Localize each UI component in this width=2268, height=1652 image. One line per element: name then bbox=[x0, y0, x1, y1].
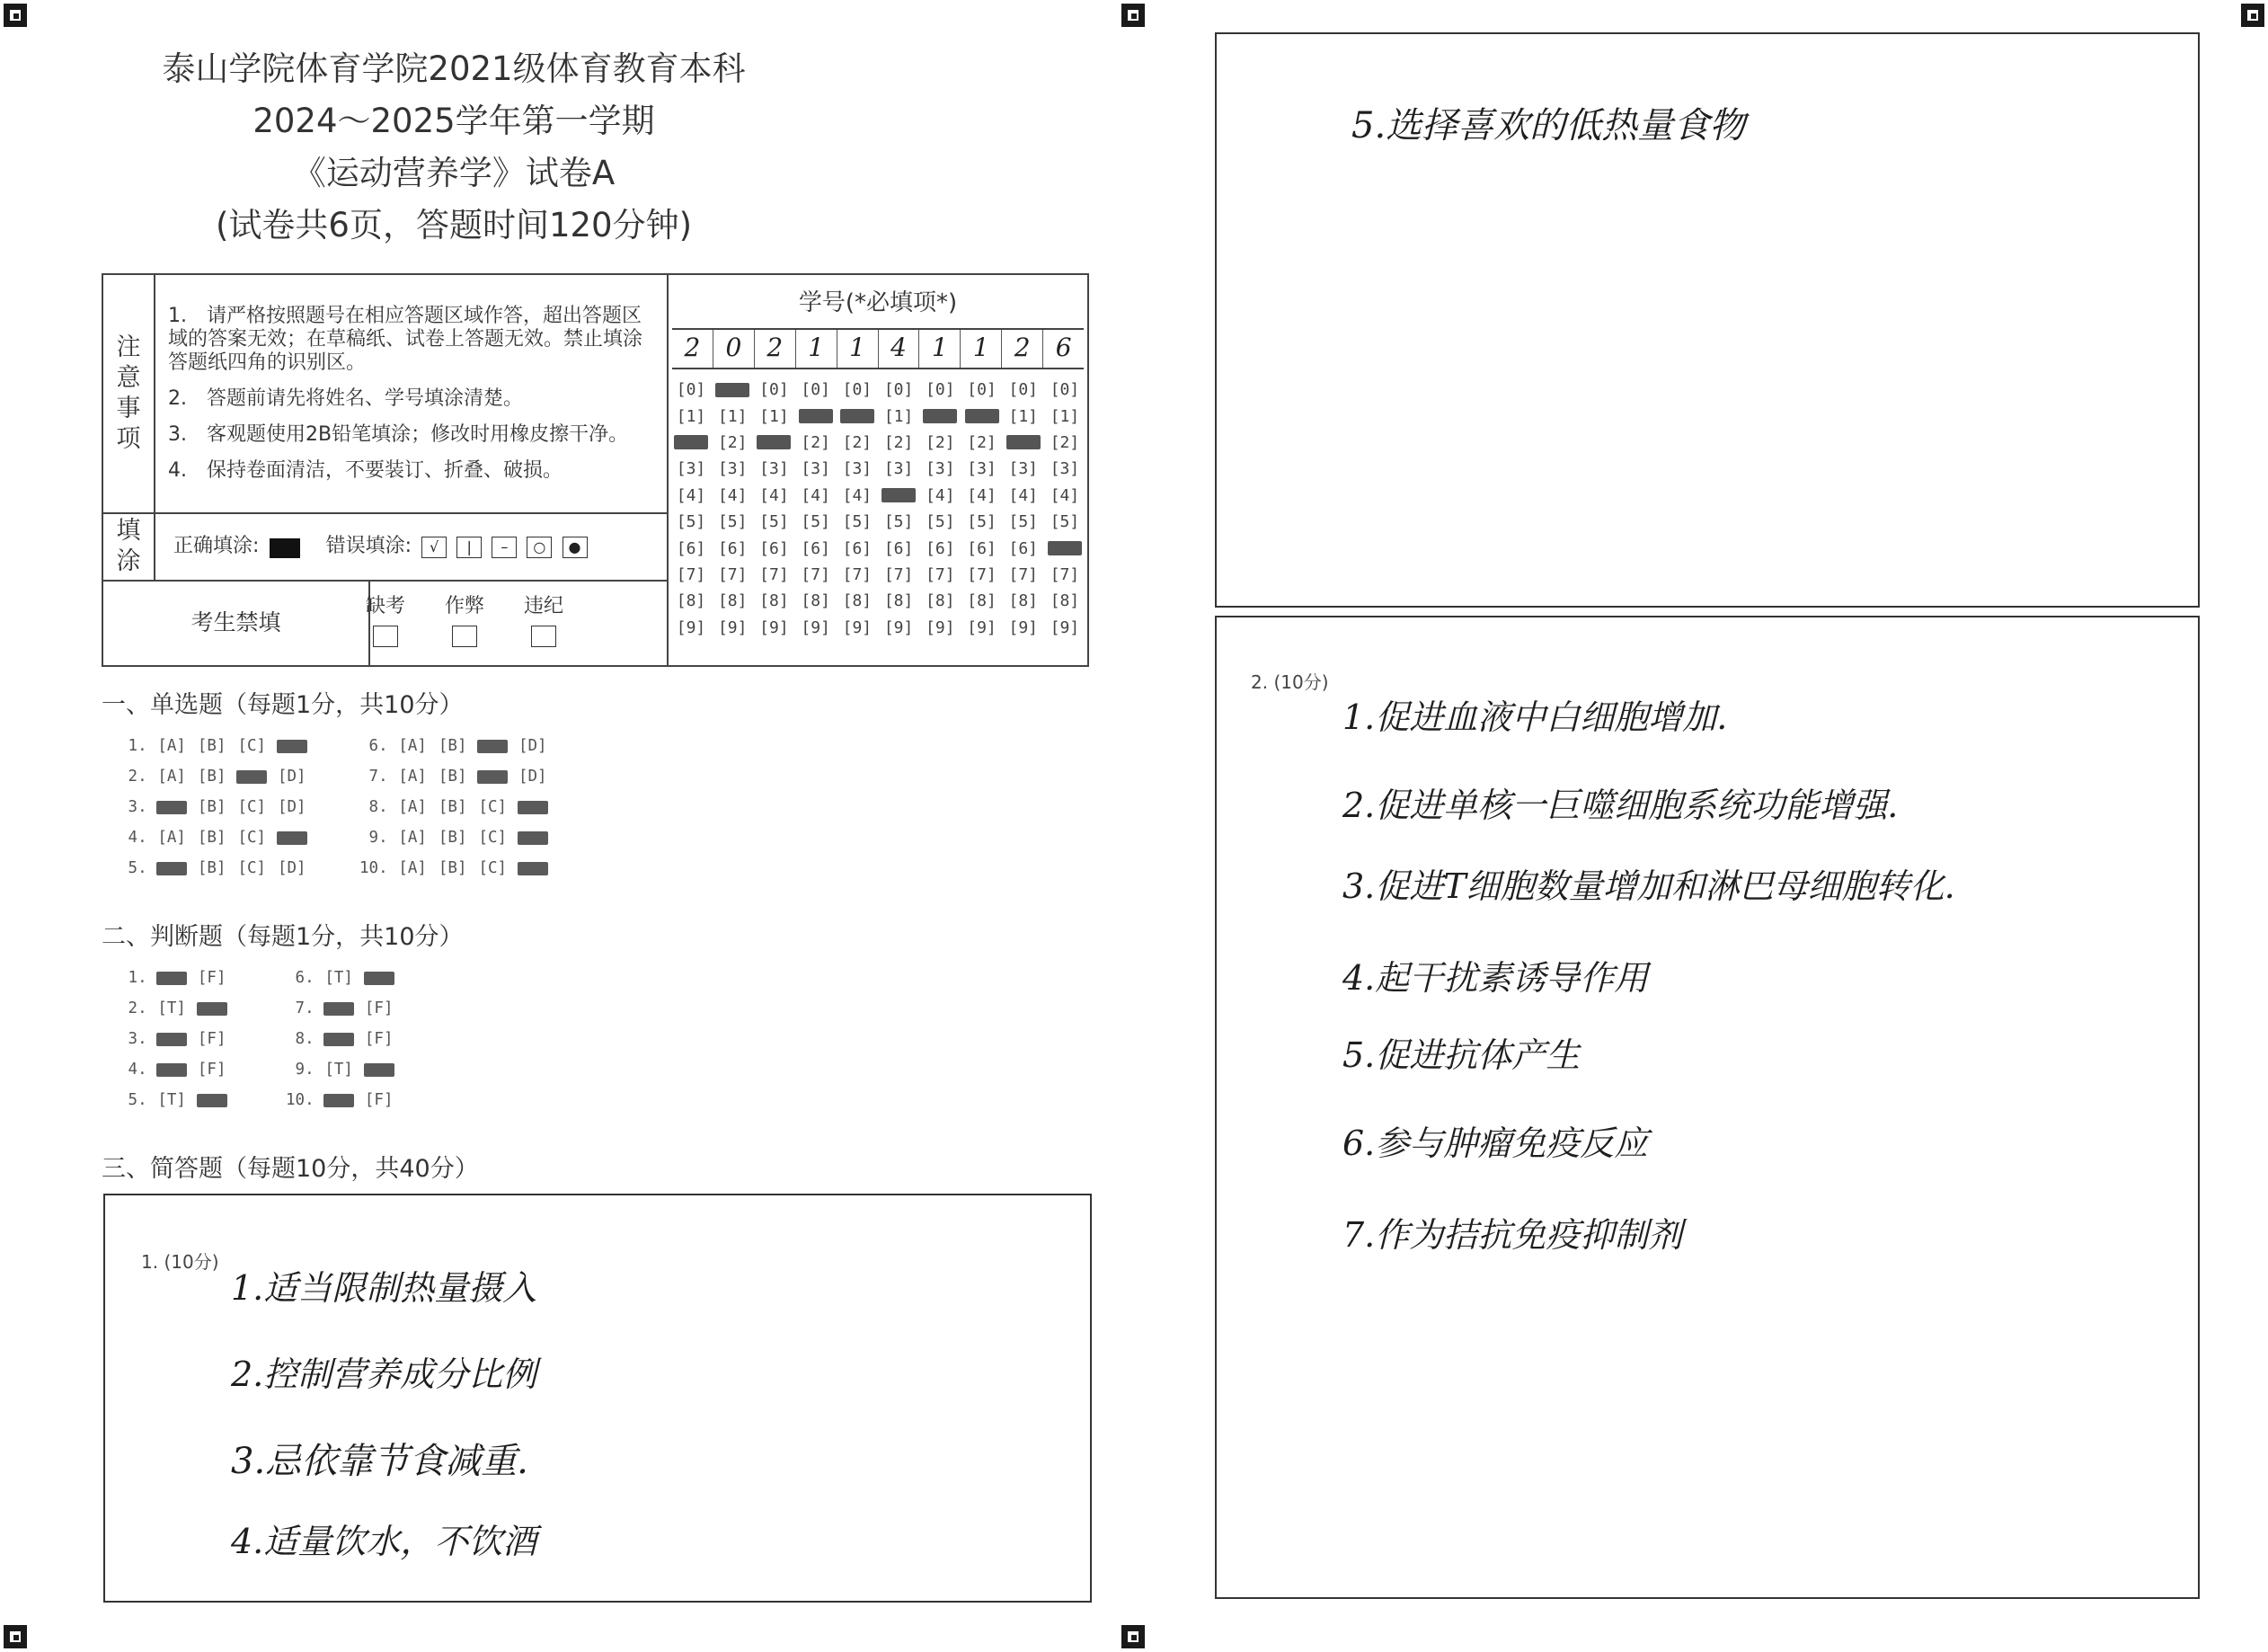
student-id-bubble[interactable]: [2] bbox=[926, 432, 955, 452]
section2-title: 二、判断题（每题1分，共10分） bbox=[102, 923, 464, 951]
question-number: 9. bbox=[286, 1061, 324, 1079]
student-id-bubble[interactable]: [0] bbox=[1050, 380, 1080, 400]
student-id-bubble[interactable]: [3] bbox=[801, 459, 830, 479]
notice-rule-4: 4. 保持卷面清洁，不要装订、折叠、破损。 bbox=[168, 459, 563, 483]
notice-label: 注意事项 bbox=[116, 333, 141, 454]
student-id-bubble[interactable]: [9] bbox=[883, 617, 914, 637]
q1-answer-line: 4.适量饮水，不饮酒 bbox=[231, 1522, 537, 1561]
student-id-bubble[interactable]: [2] bbox=[717, 432, 748, 452]
section3-title: 三、简答题（每题10分，共40分） bbox=[102, 1155, 479, 1183]
option-bubble-c[interactable]: [C] bbox=[237, 859, 267, 877]
student-id-bubble[interactable]: [5] bbox=[801, 512, 830, 532]
student-id-bubble[interactable]: [1] bbox=[676, 406, 706, 426]
option-bubble-b[interactable]: [B] bbox=[197, 859, 226, 877]
option-bubble-c[interactable] bbox=[477, 770, 508, 784]
option-bubble-t[interactable]: [T] bbox=[324, 1061, 353, 1079]
student-id-bubble[interactable]: [6] bbox=[1008, 538, 1038, 558]
question-number: 3. bbox=[119, 1030, 157, 1048]
violation-label: 违纪 bbox=[523, 595, 563, 618]
student-id-bubble[interactable]: [0] bbox=[926, 380, 955, 400]
student-id-bubble[interactable]: [0] bbox=[1008, 380, 1038, 400]
answer-sheet-header-table bbox=[102, 273, 1089, 667]
student-id-bubble-row bbox=[669, 535, 1087, 561]
question-row bbox=[119, 737, 316, 755]
student-id-bubble[interactable]: [3] bbox=[717, 459, 748, 479]
question-number: 4. bbox=[119, 829, 157, 847]
student-id-bubble-row bbox=[669, 562, 1087, 588]
q2-answer-line: 2.促进单核一巨噬细胞系统功能增强. bbox=[1342, 786, 1899, 825]
id-digit: 1 bbox=[837, 330, 879, 368]
q2-label: 2. (10分) bbox=[1251, 671, 1329, 693]
option-bubble-d[interactable] bbox=[277, 831, 307, 845]
student-id-bubble[interactable]: [9] bbox=[842, 617, 873, 637]
student-id-bubble[interactable]: [9] bbox=[801, 617, 830, 637]
option-bubble-f[interactable]: [F] bbox=[197, 1030, 226, 1048]
question-row bbox=[286, 969, 403, 987]
option-bubble-d[interactable]: [D] bbox=[518, 737, 547, 755]
student-id-bubble[interactable]: [5] bbox=[759, 512, 789, 532]
option-bubble-t[interactable]: [T] bbox=[324, 969, 353, 987]
question-row bbox=[119, 1061, 236, 1079]
id-digit: 4 bbox=[879, 330, 920, 368]
q1-answer-line: 2.控制营养成分比例 bbox=[231, 1354, 537, 1394]
student-id-bubble[interactable] bbox=[840, 409, 874, 423]
question-row bbox=[286, 1061, 403, 1079]
option-bubble-c[interactable]: [C] bbox=[237, 829, 267, 847]
student-id-bubble[interactable]: [7] bbox=[717, 564, 748, 584]
student-id-bubble[interactable]: [6] bbox=[676, 538, 706, 558]
student-id-bubble[interactable]: [8] bbox=[1008, 591, 1038, 611]
student-id-bubble[interactable]: [0] bbox=[883, 380, 914, 400]
question-number: 8. bbox=[359, 798, 398, 816]
student-id-bubble[interactable]: [0] bbox=[967, 380, 997, 400]
student-id-bubble[interactable]: [4] bbox=[1050, 485, 1080, 505]
violation-checkbox[interactable] bbox=[531, 626, 556, 647]
student-id-bubble[interactable]: [2] bbox=[967, 432, 997, 452]
q2-answer-line: 6.参与肿瘤免疫反应 bbox=[1342, 1124, 1649, 1163]
question-row bbox=[286, 999, 403, 1017]
question-row bbox=[119, 969, 236, 987]
option-bubble-b[interactable]: [B] bbox=[197, 829, 226, 847]
option-bubble-t[interactable] bbox=[323, 1002, 354, 1016]
student-id-bubble[interactable] bbox=[674, 435, 708, 449]
section1-title: 一、单选题（每题1分，共10分） bbox=[102, 691, 464, 719]
question-row bbox=[119, 768, 316, 786]
term-title: 2024～2025学年第一学期 bbox=[252, 102, 655, 140]
student-id-bubble[interactable]: [7] bbox=[676, 564, 706, 584]
student-id-bubble[interactable]: [9] bbox=[1050, 617, 1080, 637]
student-id-bubble[interactable]: [7] bbox=[883, 564, 914, 584]
option-bubble-f[interactable]: [F] bbox=[197, 969, 226, 987]
question-number: 3. bbox=[119, 798, 157, 816]
question-row bbox=[119, 798, 316, 816]
wrong-mark-dot: ● bbox=[563, 537, 588, 558]
question-row bbox=[359, 829, 557, 847]
q2-answer-box[interactable] bbox=[1215, 616, 2200, 1599]
question-number: 10. bbox=[286, 1091, 324, 1109]
corner-marker-bottom-left bbox=[4, 1625, 27, 1648]
option-bubble-a[interactable]: [A] bbox=[398, 768, 427, 786]
option-bubble-a[interactable]: [A] bbox=[398, 859, 427, 877]
student-id-bubble[interactable]: [7] bbox=[1008, 564, 1038, 584]
student-id-bubble[interactable] bbox=[882, 488, 916, 502]
option-bubble-f[interactable]: [F] bbox=[364, 999, 394, 1017]
corner-marker-top-left bbox=[4, 4, 27, 27]
student-id-bubble[interactable]: [8] bbox=[717, 591, 748, 611]
option-bubble-b[interactable]: [B] bbox=[438, 798, 467, 816]
student-id-bubble[interactable]: [8] bbox=[801, 591, 830, 611]
option-bubble-a[interactable]: [A] bbox=[157, 768, 186, 786]
student-id-bubble[interactable]: [1] bbox=[883, 406, 914, 426]
violation-item bbox=[524, 595, 563, 651]
question-number: 10. bbox=[359, 859, 398, 877]
student-id-bubble-row bbox=[669, 483, 1087, 509]
fill-label: 填涂 bbox=[116, 517, 141, 576]
id-digit: 1 bbox=[961, 330, 1002, 368]
student-id-bubble[interactable]: [6] bbox=[883, 538, 914, 558]
option-bubble-f[interactable] bbox=[364, 972, 394, 985]
q2-answer-line: 1.促进血液中白细胞增加. bbox=[1342, 697, 1728, 737]
student-id-bubble[interactable]: [3] bbox=[676, 459, 706, 479]
wrong-fill-label: 错误填涂: bbox=[325, 535, 412, 558]
id-digit: 6 bbox=[1055, 333, 1072, 362]
student-id-bubble-row bbox=[669, 615, 1087, 641]
option-bubble-b[interactable]: [B] bbox=[197, 798, 226, 816]
student-id-bubble[interactable]: [4] bbox=[842, 485, 873, 505]
option-bubble-c[interactable]: [C] bbox=[478, 798, 508, 816]
question-number: 6. bbox=[359, 737, 398, 755]
option-bubble-d[interactable] bbox=[518, 862, 548, 875]
student-id-bubble[interactable]: [1] bbox=[1050, 406, 1080, 426]
student-id-bubble-row bbox=[669, 403, 1087, 429]
correct-fill-label: 正确填涂: bbox=[173, 535, 260, 558]
exam-info: (试卷共6页，答题时间120分钟) bbox=[215, 206, 693, 244]
question-row bbox=[359, 859, 557, 877]
student-id-bubble[interactable]: [6] bbox=[842, 538, 873, 558]
student-id-bubble[interactable]: [1] bbox=[717, 406, 748, 426]
student-id-bubble[interactable]: [8] bbox=[883, 591, 914, 611]
student-id-bubble[interactable]: [3] bbox=[883, 459, 914, 479]
option-bubble-c[interactable]: [C] bbox=[478, 859, 508, 877]
corner-marker-bottom-center bbox=[1121, 1625, 1145, 1648]
question-row bbox=[119, 829, 316, 847]
option-bubble-c[interactable]: [C] bbox=[237, 798, 267, 816]
student-id-bubble[interactable]: [8] bbox=[926, 591, 955, 611]
student-id-bubble[interactable]: [9] bbox=[967, 617, 997, 637]
option-bubble-t[interactable] bbox=[323, 1033, 354, 1046]
corner-marker-top-right bbox=[2241, 4, 2264, 27]
student-id-bubble[interactable]: [3] bbox=[967, 459, 997, 479]
student-id-bubble[interactable] bbox=[923, 409, 957, 423]
student-id-bubble[interactable]: [4] bbox=[1008, 485, 1038, 505]
fill-example-cell bbox=[155, 513, 668, 580]
student-id-bubble[interactable]: [7] bbox=[801, 564, 830, 584]
student-id-bubble[interactable] bbox=[757, 435, 791, 449]
student-id-bubble[interactable]: [6] bbox=[967, 538, 997, 558]
student-id-bubble[interactable]: [3] bbox=[926, 459, 955, 479]
option-bubble-d[interactable]: [D] bbox=[277, 859, 306, 877]
student-id-bubble[interactable]: [5] bbox=[842, 512, 873, 532]
wrong-mark-circle: ○ bbox=[527, 537, 552, 558]
question-number: 6. bbox=[286, 969, 324, 987]
student-id-title: 学号(*必填项*) bbox=[798, 289, 958, 316]
question-row bbox=[359, 768, 557, 786]
student-id-bubble[interactable]: [1] bbox=[1008, 406, 1038, 426]
student-id-bubble[interactable]: [9] bbox=[1008, 617, 1038, 637]
cheat-label: 作弊 bbox=[444, 595, 484, 618]
q1-label: 1. (10分) bbox=[141, 1251, 219, 1273]
question-number: 1. bbox=[119, 969, 157, 987]
student-id-bubble[interactable]: [2] bbox=[1050, 432, 1080, 452]
option-bubble-t[interactable]: [T] bbox=[157, 1091, 186, 1109]
q2-answer-line: 3.促进T细胞数量增加和淋巴母细胞转化. bbox=[1342, 866, 1955, 906]
student-id-bubble[interactable]: [5] bbox=[717, 512, 748, 532]
student-id-bubble[interactable]: [5] bbox=[926, 512, 955, 532]
id-digit: 1 bbox=[796, 330, 837, 368]
q2-answer-line: 5.促进抗体产生 bbox=[1342, 1035, 1581, 1075]
cheat-item bbox=[445, 595, 484, 651]
notice-rule-3: 3. 客观题使用2B铅笔填涂；修改时用橡皮擦干净。 bbox=[168, 423, 629, 447]
student-id-bubble[interactable]: [5] bbox=[883, 512, 914, 532]
question-row bbox=[119, 1030, 236, 1048]
notice-rule-1: 1. 请严格按照题号在相应答题区域作答，超出答题区域的答案无效；在草稿纸、试卷上答题无效。禁止填涂答题纸四角的识别区。 bbox=[168, 305, 643, 375]
question-number: 9. bbox=[359, 829, 398, 847]
id-digit: 0 bbox=[713, 330, 755, 368]
student-id-bubble[interactable]: [4] bbox=[967, 485, 997, 505]
student-id-bubble[interactable]: [9] bbox=[717, 617, 748, 637]
absent-label: 缺考 bbox=[365, 595, 405, 618]
option-bubble-t[interactable] bbox=[156, 972, 187, 985]
student-id-bubble[interactable]: [6] bbox=[717, 538, 748, 558]
question-number: 1. bbox=[119, 737, 157, 755]
student-id-bubble-row bbox=[669, 456, 1087, 482]
student-id-bubble[interactable]: [3] bbox=[759, 459, 789, 479]
student-id-bubble[interactable]: [8] bbox=[759, 591, 789, 611]
absent-item bbox=[366, 595, 405, 651]
student-id-bubble[interactable]: [8] bbox=[1050, 591, 1080, 611]
question-row bbox=[119, 859, 316, 877]
option-bubble-t[interactable]: [T] bbox=[157, 999, 186, 1017]
option-bubble-d[interactable]: [D] bbox=[277, 798, 306, 816]
student-id-bubble[interactable]: [9] bbox=[759, 617, 789, 637]
student-id-bubble[interactable]: [9] bbox=[926, 617, 955, 637]
student-id-bubble[interactable]: [2] bbox=[883, 432, 914, 452]
notice-label-cell bbox=[102, 274, 155, 513]
option-bubble-a[interactable] bbox=[156, 862, 187, 875]
question-row bbox=[119, 1091, 236, 1109]
student-id-bubble[interactable] bbox=[799, 409, 833, 423]
student-id-bubble[interactable]: [7] bbox=[1050, 564, 1080, 584]
student-id-bubble[interactable]: [6] bbox=[801, 538, 830, 558]
option-bubble-t[interactable] bbox=[156, 1033, 187, 1046]
student-id-bubble[interactable] bbox=[715, 383, 749, 397]
student-id-bubble[interactable] bbox=[965, 409, 999, 423]
student-id-bubble[interactable]: [8] bbox=[842, 591, 873, 611]
student-id-bubble-row bbox=[669, 588, 1087, 614]
student-id-bubble-row bbox=[669, 377, 1087, 403]
wrong-mark-check: √ bbox=[421, 537, 447, 558]
option-bubble-t[interactable] bbox=[156, 1063, 187, 1077]
option-bubble-b[interactable]: [B] bbox=[438, 829, 467, 847]
student-id-handwritten bbox=[672, 328, 1084, 369]
student-id-bubble[interactable] bbox=[1048, 541, 1082, 555]
student-id-bubble[interactable]: [6] bbox=[759, 538, 789, 558]
student-id-bubble[interactable]: [6] bbox=[926, 538, 955, 558]
option-bubble-b[interactable]: [B] bbox=[197, 737, 226, 755]
question-number: 2. bbox=[119, 768, 157, 786]
forbidden-label: 考生禁填 bbox=[190, 609, 281, 636]
student-id-cell bbox=[668, 274, 1088, 666]
option-bubble-a[interactable]: [A] bbox=[398, 798, 427, 816]
option-bubble-d[interactable] bbox=[277, 740, 307, 753]
notice-rules-cell bbox=[155, 274, 668, 513]
question-number: 7. bbox=[286, 999, 324, 1017]
question-number: 7. bbox=[359, 768, 398, 786]
student-id-bubble[interactable]: [0] bbox=[842, 380, 873, 400]
student-id-bubble[interactable]: [5] bbox=[967, 512, 997, 532]
student-id-bubble[interactable]: [9] bbox=[676, 617, 706, 637]
question-row bbox=[359, 798, 557, 816]
question-row bbox=[286, 1091, 403, 1109]
q2-answer-line: 4.起干扰素诱导作用 bbox=[1342, 958, 1649, 998]
option-bubble-c[interactable] bbox=[236, 770, 267, 784]
student-id-bubble[interactable]: [8] bbox=[676, 591, 706, 611]
student-id-bubble-grid bbox=[669, 377, 1087, 641]
option-bubble-a[interactable]: [A] bbox=[157, 737, 186, 755]
option-bubble-t[interactable] bbox=[323, 1094, 354, 1107]
q1-continued-box[interactable] bbox=[1215, 32, 2200, 608]
option-bubble-b[interactable]: [B] bbox=[438, 768, 467, 786]
id-digit: 2 bbox=[672, 330, 713, 368]
student-id-bubble[interactable]: [3] bbox=[842, 459, 873, 479]
question-row bbox=[286, 1030, 403, 1048]
option-bubble-c[interactable]: [C] bbox=[237, 737, 267, 755]
question-number: 5. bbox=[119, 859, 157, 877]
question-row bbox=[359, 737, 557, 755]
id-digit: 2 bbox=[1002, 330, 1043, 368]
option-bubble-d[interactable]: [D] bbox=[277, 768, 306, 786]
question-number: 8. bbox=[286, 1030, 324, 1048]
student-id-bubble[interactable]: [3] bbox=[1050, 459, 1080, 479]
exam-title: 《运动营养学》试卷A bbox=[292, 154, 616, 192]
student-id-bubble[interactable]: [5] bbox=[1050, 512, 1080, 532]
option-bubble-f[interactable]: [F] bbox=[364, 1091, 394, 1109]
student-id-bubble[interactable]: [0] bbox=[759, 380, 789, 400]
student-id-bubble-row bbox=[669, 430, 1087, 456]
question-row bbox=[119, 999, 236, 1017]
option-bubble-c[interactable] bbox=[477, 740, 508, 753]
absent-checkbox[interactable] bbox=[373, 626, 398, 647]
question-number: 5. bbox=[119, 1091, 157, 1109]
option-bubble-f[interactable]: [F] bbox=[197, 1061, 226, 1079]
fill-label-cell bbox=[102, 513, 155, 580]
student-id-bubble[interactable]: [4] bbox=[759, 485, 789, 505]
student-id-bubble[interactable] bbox=[1006, 435, 1041, 449]
school-title: 泰山学院体育学院2021级体育教育本科 bbox=[162, 49, 746, 88]
q1-answer-line: 3.忌依靠节食减重. bbox=[231, 1441, 528, 1482]
option-bubble-a[interactable] bbox=[156, 801, 187, 814]
option-bubble-a[interactable]: [A] bbox=[157, 829, 186, 847]
option-bubble-f[interactable] bbox=[197, 1002, 227, 1016]
option-bubble-b[interactable]: [B] bbox=[197, 768, 226, 786]
option-bubble-f[interactable]: [F] bbox=[364, 1030, 394, 1048]
student-id-bubble[interactable]: [2] bbox=[801, 432, 830, 452]
student-id-bubble[interactable]: [0] bbox=[676, 380, 706, 400]
id-digit: 2 bbox=[755, 330, 796, 368]
option-bubble-d[interactable]: [D] bbox=[518, 768, 547, 786]
student-id-bubble[interactable]: [5] bbox=[676, 512, 706, 532]
option-bubble-a[interactable]: [A] bbox=[398, 829, 427, 847]
student-id-bubble[interactable]: [5] bbox=[1008, 512, 1038, 532]
notice-rule-2: 2. 答题前请先将姓名、学号填涂清楚。 bbox=[168, 387, 523, 411]
corner-marker-top-center bbox=[1121, 4, 1145, 27]
q1-answer-line: 1.适当限制热量摄入 bbox=[231, 1268, 537, 1308]
q2-answer-line: 7.作为拮抗免疫抑制剂 bbox=[1342, 1215, 1683, 1255]
student-id-bubble[interactable]: [7] bbox=[842, 564, 873, 584]
q1-answer-box[interactable] bbox=[103, 1194, 1092, 1603]
wrong-mark-dash: – bbox=[492, 537, 517, 558]
question-number: 4. bbox=[119, 1061, 157, 1079]
student-id-bubble[interactable]: [7] bbox=[926, 564, 955, 584]
student-id-bubble[interactable]: [0] bbox=[801, 380, 830, 400]
student-id-bubble[interactable]: [4] bbox=[926, 485, 955, 505]
cheat-checkbox[interactable] bbox=[452, 626, 477, 647]
student-id-bubble[interactable]: [4] bbox=[717, 485, 748, 505]
option-bubble-c[interactable]: [C] bbox=[478, 829, 508, 847]
student-id-bubble[interactable]: [3] bbox=[1008, 459, 1038, 479]
student-id-bubble[interactable]: [7] bbox=[759, 564, 789, 584]
student-id-bubble-row bbox=[669, 509, 1087, 535]
forbidden-boxes-cell bbox=[365, 581, 668, 666]
correct-fill-sample bbox=[270, 538, 300, 558]
question-number: 2. bbox=[119, 999, 157, 1017]
q1-continued-line: 5.选择喜欢的低热量食物 bbox=[1351, 105, 1746, 147]
student-id-bubble[interactable]: [4] bbox=[801, 485, 830, 505]
option-bubble-d[interactable] bbox=[518, 801, 548, 814]
option-bubble-a[interactable]: [A] bbox=[398, 737, 427, 755]
id-digit: 1 bbox=[919, 330, 961, 368]
option-bubble-f[interactable] bbox=[364, 1063, 394, 1077]
student-id-bubble[interactable]: [7] bbox=[967, 564, 997, 584]
wrong-mark-bar: | bbox=[456, 537, 482, 558]
student-id-bubble[interactable]: [4] bbox=[676, 485, 706, 505]
option-bubble-d[interactable] bbox=[518, 831, 548, 845]
option-bubble-b[interactable]: [B] bbox=[438, 737, 467, 755]
option-bubble-b[interactable]: [B] bbox=[438, 859, 467, 877]
student-id-bubble[interactable]: [8] bbox=[967, 591, 997, 611]
student-id-bubble[interactable]: [2] bbox=[842, 432, 873, 452]
student-id-bubble[interactable]: [1] bbox=[759, 406, 789, 426]
option-bubble-f[interactable] bbox=[197, 1094, 227, 1107]
